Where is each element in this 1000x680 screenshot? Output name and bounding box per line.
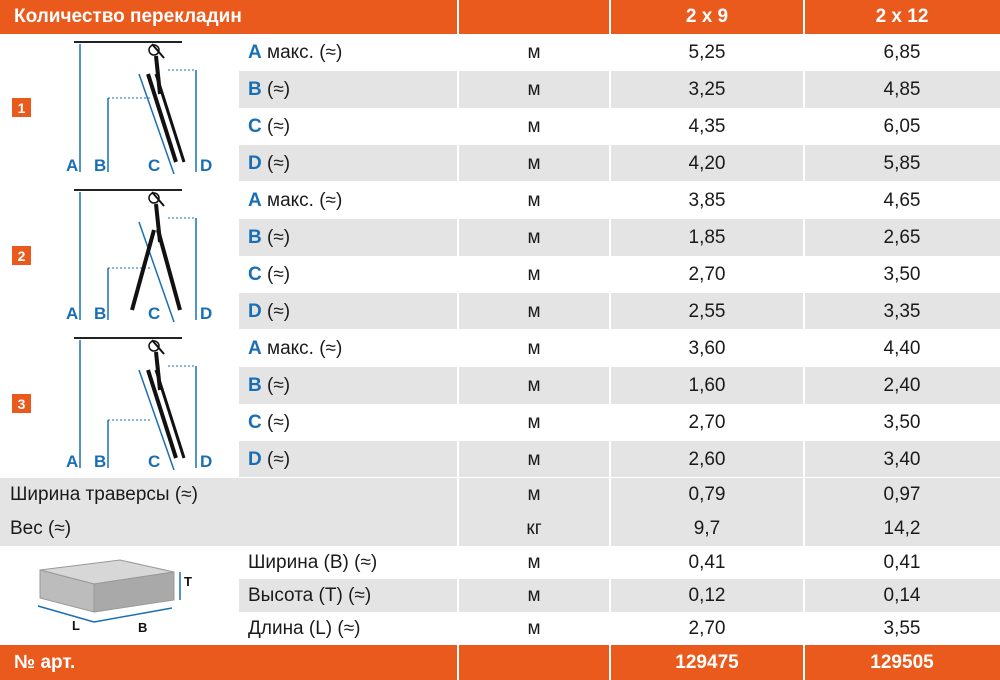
- unit-cell: м: [458, 182, 610, 219]
- header-title: Количество перекладин: [0, 0, 458, 34]
- pack-2x12: 0,41: [804, 546, 1000, 579]
- value-2x9: 1,60: [610, 367, 804, 404]
- section-number-badge: 2: [12, 246, 31, 265]
- section-number-cell: [0, 34, 44, 182]
- dimension-label-d: D: [200, 304, 213, 323]
- value-2x9: 1,85: [610, 219, 804, 256]
- value-2x12: 5,85: [804, 145, 1000, 182]
- column-divider: [237, 546, 239, 645]
- box-dimension-t: T: [184, 574, 192, 589]
- param-letter: D: [248, 448, 262, 470]
- value-2x12: 4,40: [804, 330, 1000, 367]
- pack-2x9: 0,41: [610, 546, 804, 579]
- section-number-badge: 3: [12, 394, 31, 413]
- header-col-2x12: 2 x 12: [804, 0, 1000, 34]
- dimension-label-a: A: [66, 156, 79, 175]
- value-2x9: 2,70: [610, 256, 804, 293]
- ladder-diagram-cell: [44, 182, 238, 330]
- value-2x12: 6,85: [804, 34, 1000, 71]
- dimension-label-b: B: [94, 304, 107, 323]
- param-label: [238, 441, 458, 478]
- value-2x12: 3,50: [804, 404, 1000, 441]
- weight-unit: кг: [458, 512, 610, 546]
- unit-cell: м: [458, 330, 610, 367]
- param-label: [238, 145, 458, 182]
- param-label: [238, 34, 458, 71]
- unit-cell: м: [458, 293, 610, 330]
- footer-label: № арт.: [0, 645, 458, 680]
- dimension-label-c: C: [148, 452, 161, 471]
- value-2x12: 4,65: [804, 182, 1000, 219]
- value-2x9: 2,55: [610, 293, 804, 330]
- value-2x12: 2,65: [804, 219, 1000, 256]
- param-letter: A: [248, 41, 262, 63]
- weight-2x12: 14,2: [804, 512, 1000, 546]
- param-text: макс. (≈): [261, 337, 343, 359]
- pack-label: Ширина (B) (≈): [238, 546, 458, 579]
- ladder-diagram-cell: [44, 330, 238, 478]
- param-label: [238, 330, 458, 367]
- value-2x9: 3,85: [610, 182, 804, 219]
- param-label: [238, 182, 458, 219]
- unit-cell: м: [458, 256, 610, 293]
- param-text: (≈): [261, 78, 291, 100]
- unit-cell: м: [458, 71, 610, 108]
- header-unit-cell: [458, 0, 610, 34]
- header-col-2x9: 2 x 9: [610, 0, 804, 34]
- dimension-label-b: B: [94, 452, 107, 471]
- pack-2x12: 0,14: [804, 579, 1000, 612]
- dimension-label-b: B: [94, 156, 107, 175]
- param-letter: A: [248, 337, 262, 359]
- param-label: [238, 367, 458, 404]
- pack-label: Высота (T) (≈): [238, 579, 458, 612]
- pack-unit: м: [458, 612, 610, 645]
- section-number-badge: 1: [12, 98, 31, 117]
- param-letter: C: [248, 263, 262, 285]
- param-label: [238, 71, 458, 108]
- ladder-diagram-cell: [44, 34, 238, 182]
- param-letter: C: [248, 411, 262, 433]
- ladder-diagram: [44, 182, 238, 330]
- box-dimension-l: L: [72, 618, 80, 633]
- param-letter: B: [248, 374, 262, 396]
- unit-cell: м: [458, 367, 610, 404]
- column-divider: [457, 0, 459, 680]
- param-letter: B: [248, 78, 262, 100]
- param-text: (≈): [261, 226, 291, 248]
- section-number-cell: [0, 330, 44, 478]
- param-text: макс. (≈): [261, 189, 343, 211]
- param-label: [238, 293, 458, 330]
- dimension-label-d: D: [200, 452, 213, 471]
- param-text: (≈): [261, 411, 291, 433]
- unit-cell: м: [458, 219, 610, 256]
- column-divider: [803, 0, 805, 680]
- traverse-unit: м: [458, 478, 610, 512]
- param-letter: D: [248, 152, 262, 174]
- footer-unit-cell: [458, 645, 610, 680]
- pack-2x9: 2,70: [610, 612, 804, 645]
- param-label: [238, 404, 458, 441]
- value-2x9: 2,70: [610, 404, 804, 441]
- param-letter: A: [248, 189, 262, 211]
- param-text: (≈): [261, 152, 291, 174]
- value-2x9: 5,25: [610, 34, 804, 71]
- package-diagram-cell: [0, 546, 238, 645]
- value-2x12: 6,05: [804, 108, 1000, 145]
- unit-cell: м: [458, 108, 610, 145]
- unit-cell: м: [458, 145, 610, 182]
- weight-label: Вес (≈): [0, 512, 458, 546]
- weight-2x9: 9,7: [610, 512, 804, 546]
- column-divider: [609, 0, 611, 680]
- dimension-label-c: C: [148, 304, 161, 323]
- param-label: [238, 256, 458, 293]
- value-2x12: 4,85: [804, 71, 1000, 108]
- pack-unit: м: [458, 579, 610, 612]
- value-2x9: 2,60: [610, 441, 804, 478]
- traverse-label: Ширина траверсы (≈): [0, 478, 458, 512]
- pack-unit: м: [458, 546, 610, 579]
- dimension-label-a: A: [66, 304, 79, 323]
- value-2x9: 4,20: [610, 145, 804, 182]
- column-divider: [43, 34, 45, 478]
- param-label: [238, 108, 458, 145]
- value-2x12: 3,40: [804, 441, 1000, 478]
- value-2x12: 3,35: [804, 293, 1000, 330]
- dimension-label-d: D: [200, 156, 213, 175]
- value-2x9: 3,25: [610, 71, 804, 108]
- package-box-illustration: [0, 546, 236, 645]
- article-2x12: 129505: [804, 645, 1000, 680]
- param-text: (≈): [261, 374, 291, 396]
- pack-label: Длина (L) (≈): [238, 612, 458, 645]
- value-2x9: 4,35: [610, 108, 804, 145]
- param-letter: D: [248, 300, 262, 322]
- section-number-cell: [0, 182, 44, 330]
- unit-cell: м: [458, 441, 610, 478]
- unit-cell: м: [458, 404, 610, 441]
- ladder-diagram: [44, 330, 238, 478]
- param-text: (≈): [261, 263, 291, 285]
- column-divider: [237, 34, 239, 478]
- unit-cell: м: [458, 34, 610, 71]
- box-dimension-b: B: [138, 620, 148, 635]
- param-text: (≈): [261, 115, 291, 137]
- dimension-label-a: A: [66, 452, 79, 471]
- pack-2x12: 3,55: [804, 612, 1000, 645]
- pack-2x9: 0,12: [610, 579, 804, 612]
- article-2x9: 129475: [610, 645, 804, 680]
- value-2x12: 3,50: [804, 256, 1000, 293]
- param-text: (≈): [261, 300, 291, 322]
- value-2x9: 3,60: [610, 330, 804, 367]
- value-2x12: 2,40: [804, 367, 1000, 404]
- param-label: [238, 219, 458, 256]
- dimension-label-c: C: [148, 156, 161, 175]
- traverse-2x12: 0,97: [804, 478, 1000, 512]
- param-letter: B: [248, 226, 262, 248]
- ladder-diagram: [44, 34, 238, 182]
- param-text: макс. (≈): [261, 41, 343, 63]
- traverse-2x9: 0,79: [610, 478, 804, 512]
- param-letter: C: [248, 115, 262, 137]
- param-text: (≈): [261, 448, 291, 470]
